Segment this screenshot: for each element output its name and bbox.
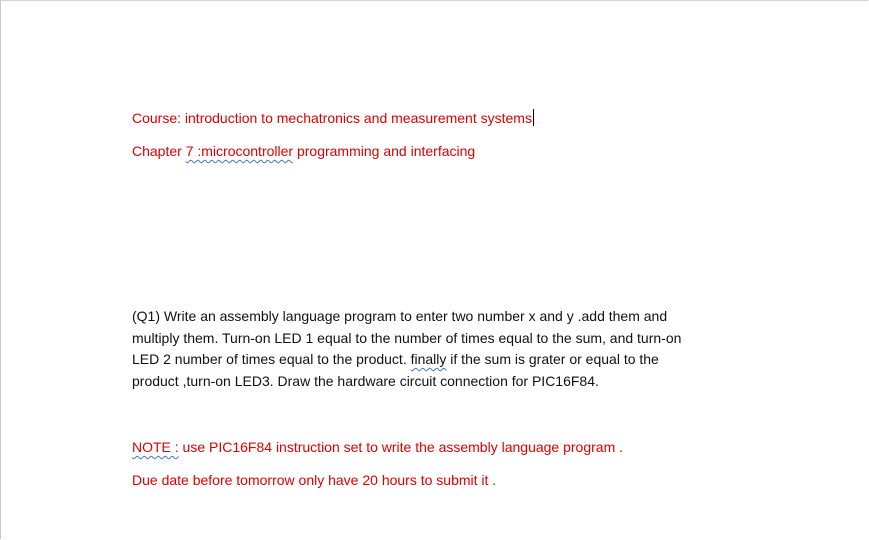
chapter-misspelled-word[interactable]: 7 :microcontroller bbox=[185, 143, 294, 159]
note-text: use PIC16F84 instruction set to write the assembly language program . bbox=[178, 439, 624, 455]
chapter-suffix: programming and interfacing bbox=[293, 143, 476, 159]
due-date-text: Due date before tomorrow only have 20 hours to submit it . bbox=[132, 472, 497, 488]
question-line-1: (Q1) Write an assembly language program to enter two number x and y .add them and bbox=[132, 308, 668, 324]
note-label[interactable]: NOTE : bbox=[132, 439, 179, 455]
due-date-line bbox=[132, 469, 496, 491]
chapter-title bbox=[132, 140, 475, 162]
question-line-3 bbox=[132, 349, 732, 371]
course-title-text: Course: introduction to mechatronics and measurement systems bbox=[132, 110, 532, 126]
text-cursor bbox=[533, 109, 534, 126]
course-title bbox=[132, 107, 534, 129]
question-misspelled-word[interactable]: finally bbox=[410, 351, 447, 367]
note-line bbox=[132, 436, 623, 458]
question-line-2: multiply them. Turn-on LED 1 equal to the number of times equal to the sum, and turn-on bbox=[132, 329, 682, 346]
question-line-4: product ,turn-on LED3. Draw the hardware circuit connection for PIC16F84. bbox=[132, 372, 599, 389]
question-line-3-suffix: if the sum is grater or equal to the bbox=[446, 351, 659, 367]
chapter-prefix: Chapter bbox=[132, 143, 186, 159]
question-line-3-prefix: LED 2 number of times equal to the product. bbox=[132, 351, 411, 367]
question-paragraph bbox=[132, 306, 732, 392]
